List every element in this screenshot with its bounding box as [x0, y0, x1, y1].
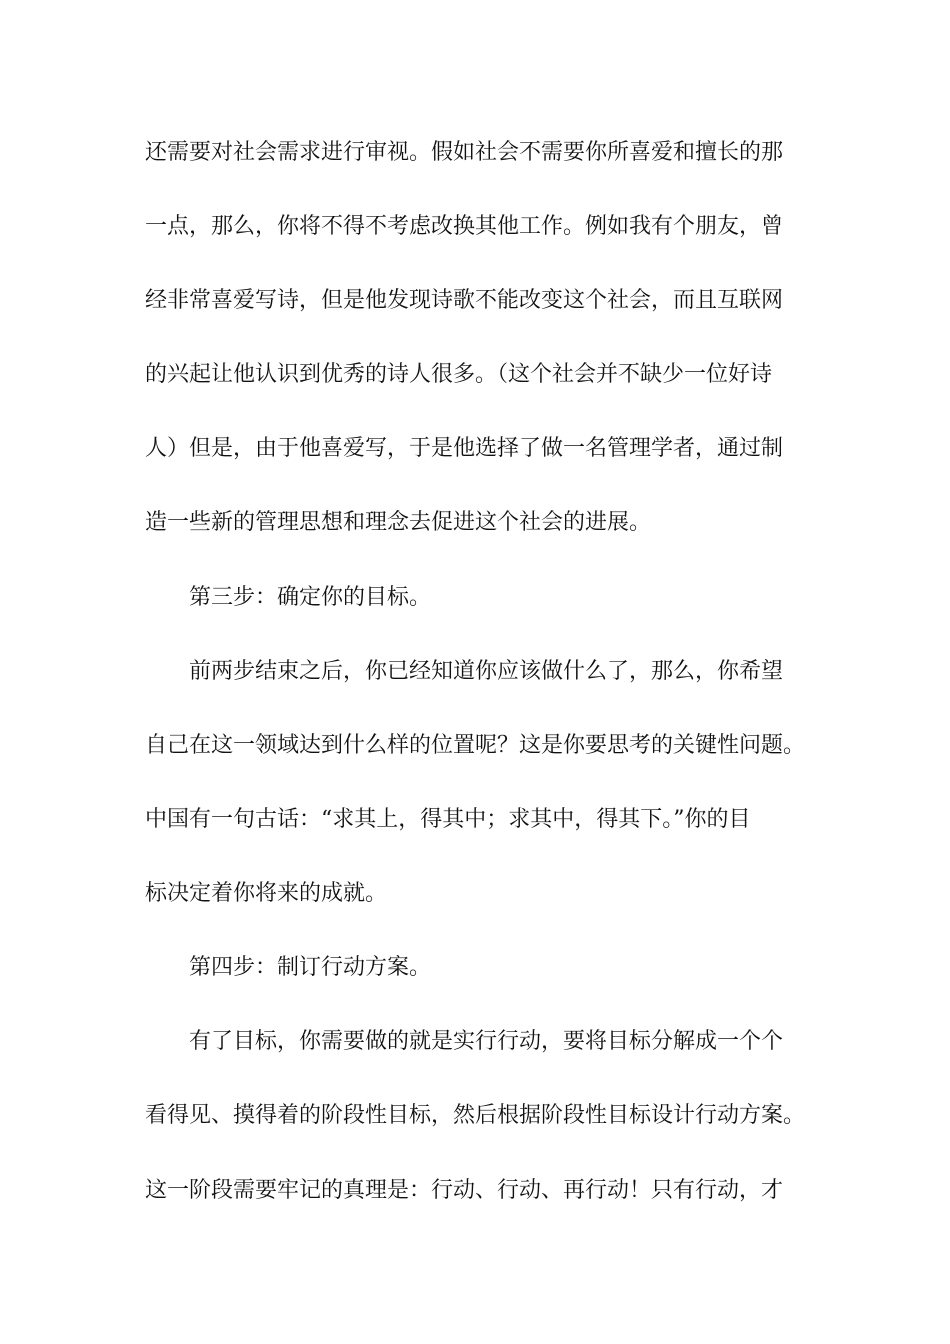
text-line: 造一些新的管理思想和理念去促进这个社会的进展。 — [145, 510, 652, 535]
text-line: 看得见、摸得着的阶段性目标，然后根据阶段性目标设计行动方案。 — [145, 1103, 806, 1128]
text-line: 人）但是，由于他喜爱写，于是他选择了做一名管理学者，通过制 — [145, 436, 784, 461]
text-line: 还需要对社会需求进行审视。假如社会不需要你所喜爱和擅长的那 — [145, 140, 784, 165]
text-line: 一点，那么，你将不得不考虑改换其他工作。例如我有个朋友，曾 — [145, 214, 784, 239]
text-line: 这一阶段需要牢记的真理是：行动、行动、再行动！只有行动，才 — [145, 1178, 784, 1203]
text-line: 经非常喜爱写诗，但是他发现诗歌不能改变这个社会，而且互联网 — [145, 288, 784, 313]
text-line: 的兴起让他认识到优秀的诗人很多。（这个社会并不缺少一位好诗 — [145, 362, 773, 387]
paragraph-first-line: 前两步结束之后，你已经知道你应该做什么了，那么，你希望 — [189, 659, 784, 684]
paragraph-first-line: 有了目标，你需要做的就是实行行动，要将目标分解成一个个 — [189, 1029, 784, 1054]
text-line: 自己在这一领域达到什么样的位置呢？这是你要思考的关键性问题。 — [145, 733, 806, 758]
section-heading: 第四步：制订行动方案。 — [189, 955, 432, 980]
section-heading: 第三步：确定你的目标。 — [189, 585, 432, 610]
text-line: 标决定着你将来的成就。 — [145, 881, 388, 906]
text-line: 中国有一句古话：“求其上，得其中；求其中，得其下。”你的目 — [145, 807, 751, 832]
